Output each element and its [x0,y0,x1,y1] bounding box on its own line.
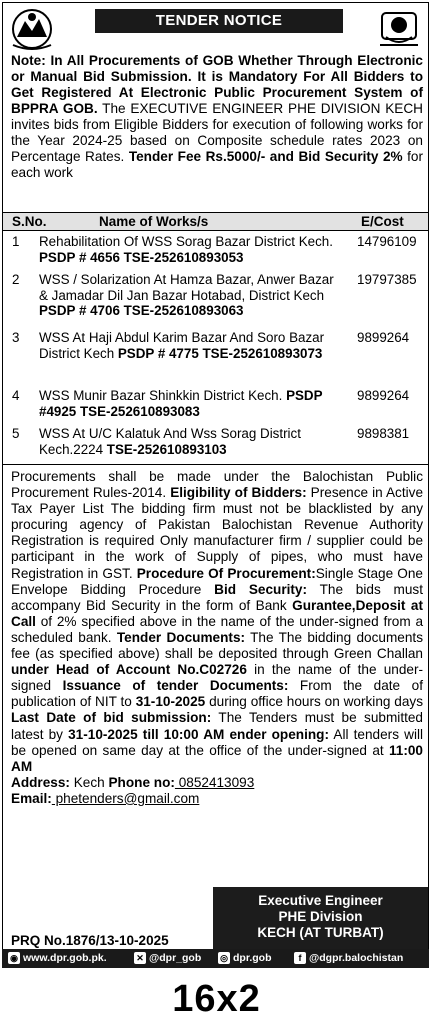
body-text: during office hours on working days [205,694,423,710]
body-text: From the date of publication of NIT to [11,678,423,710]
phone-link[interactable]: 0852413093 [174,774,255,790]
work-name: WSS At Haji Abdul Karim Bazar And Soro Bazar District Kech [39,330,325,361]
work-ref: PSDP # 4656 TSE-252610893053 [39,249,244,265]
row-cost: 9898381 [357,426,410,441]
work-name: Rehabilitation Of WSS Sorag Bazar District Kech. [39,234,333,249]
footer-facebook[interactable] [294,949,403,968]
footer-website[interactable] [8,949,107,968]
signature-division: PHE Division [278,909,363,924]
body-text: in the name of the under-signed [11,662,424,694]
phone-label: Phone no: [108,774,175,790]
row-sno: 4 [12,388,20,403]
address-label: Address: [11,774,70,790]
row-work [39,388,339,419]
prq-number: PRQ No.1876/13-10-2025 [11,933,169,948]
signature-title: Executive Engineer [258,893,383,908]
govt-logo-left [9,7,55,51]
work-ref: PSDP # 4706 TSE-252610893063 [39,303,244,318]
opening-time: 11:00 AM [11,742,423,774]
row-work [39,272,339,319]
note-text: Note: In All Procurements of GOB Whether Through Electronic or Manual Bid Submission. It is Mandatory For All Bidders to Get Registered At Electronic Public Procurement System of BPPRA GOB. [11,53,423,116]
email-link[interactable]: phetenders@gmail.com [51,790,200,806]
eligibility-label: Eligibility of Bidders: [170,485,307,501]
signature-block [213,887,428,953]
row-work [39,234,339,265]
header-sno: S.No. [12,214,47,229]
bid-security-label: Bid Security: [214,581,308,597]
row-cost: 14796109 [357,234,417,249]
tender-docs-label: Tender Documents: [116,629,246,645]
work-name: WSS At U/C Kalatuk And Wss Sorag District Kech.2224 [39,426,301,457]
body-text: Presence in Active Tax Payer List The bidding firm must not be blacklisted by any procuring agency of Pakistan Balochistan Revenue Authority Registration is required Only manufacturer firm / supplier could be participant in the work of Supply of pipes, who must have Registration in GST. [11,485,424,581]
body-text: All tenders will be opened on same day at the office of the under-signed at [11,726,423,758]
body-text: The The bidding documents fee (as specified above) shall be deposited through Green Challan [11,629,423,662]
header-cost: E/Cost [361,214,404,229]
row-cost: 9899264 [357,330,410,345]
work-ref: PSDP # 4775 TSE-252610893073 [117,345,323,361]
facebook-text: @dgpr.balochistan [309,952,404,964]
instagram-text: dpr.gob [233,952,272,964]
row-work [39,426,339,457]
row-sno: 2 [12,272,20,287]
globe-icon: ◉ [8,952,20,964]
row-work [39,330,339,361]
govt-logo-right [376,7,422,51]
header [3,3,428,55]
row-cost: 19797385 [357,272,417,287]
body-text: Single Stage One Envelope Bidding Procedure [11,565,423,597]
row-sno: 3 [12,330,20,345]
work-name: WSS Munir Bazar Shinkkin District Kech. [39,388,287,403]
work-ref: TSE-252610893103 [106,441,227,457]
page-title: TENDER NOTICE [95,9,343,33]
row-cost: 9899264 [357,388,410,403]
work-ref: PSDP #4925 TSE-252610893083 [39,388,323,419]
email-label: Email: [11,790,52,806]
footer-bar [2,949,429,968]
body-text: The Tenders must be submitted latest by [11,710,423,742]
twitter-icon: ✕ [134,952,146,964]
header-name: Name of Works/s [99,214,209,229]
instagram-icon: ◎ [218,952,230,964]
account-label: under Head of Account No.C02726 [11,662,247,678]
intro-text: The EXECUTIVE ENGINEER PHE DIVISION KECH invites bids from Eligible Bidders for execution of following works for the Year 2024-25 based on Composite schedule rates 2023 on Percentage Rates. [11,101,423,164]
ad-size-label: 16x2 [172,978,261,1020]
tender-notice-frame [2,2,429,968]
twitter-text: @dpr_gob [149,952,202,964]
body-text: of 2% specified above in the name of the under-signed from a scheduled bank. [11,613,423,645]
terms-paragraph [11,469,423,807]
footer-twitter[interactable] [134,949,201,968]
intro-text-end: for each work [11,149,424,180]
guarantee-label: Gurantee,Deposit at Call [11,597,423,629]
signature-location: KECH (AT TURBAT) [257,925,384,940]
table-divider [3,464,428,465]
issuance-label: Issuance of tender Documents: [62,678,289,694]
submission-date: 31-10-2025 till 10:00 AM ender opening: [68,726,330,742]
website-text: www.dpr.gob.pk. [23,952,107,964]
fee-text: Tender Fee Rs.5000/- and Bid Security 2% [128,149,403,164]
work-name: WSS / Solarization At Hamza Bazar, Anwer Bazar & Jamadar Dil Jan Bazar Hotabad, District Kech [39,272,334,303]
works-table-header [3,212,428,231]
procedure-label: Procedure Of Procurement: [136,565,316,581]
footer-instagram[interactable] [218,949,272,968]
row-sno: 5 [12,426,20,441]
issuance-date: 31-10-2025 [135,694,206,710]
row-sno: 1 [12,234,20,249]
facebook-icon: f [294,952,306,964]
body-text: The bids must accompany Bid Security in the form of Bank [11,581,423,613]
intro-paragraph [11,53,423,181]
last-date-label: Last Date of bid submission: [11,710,212,726]
address-value: Kech [69,774,109,790]
body-text: Procurements shall be made under the Balochistan Public Procurement Rules-2014. [11,469,423,501]
